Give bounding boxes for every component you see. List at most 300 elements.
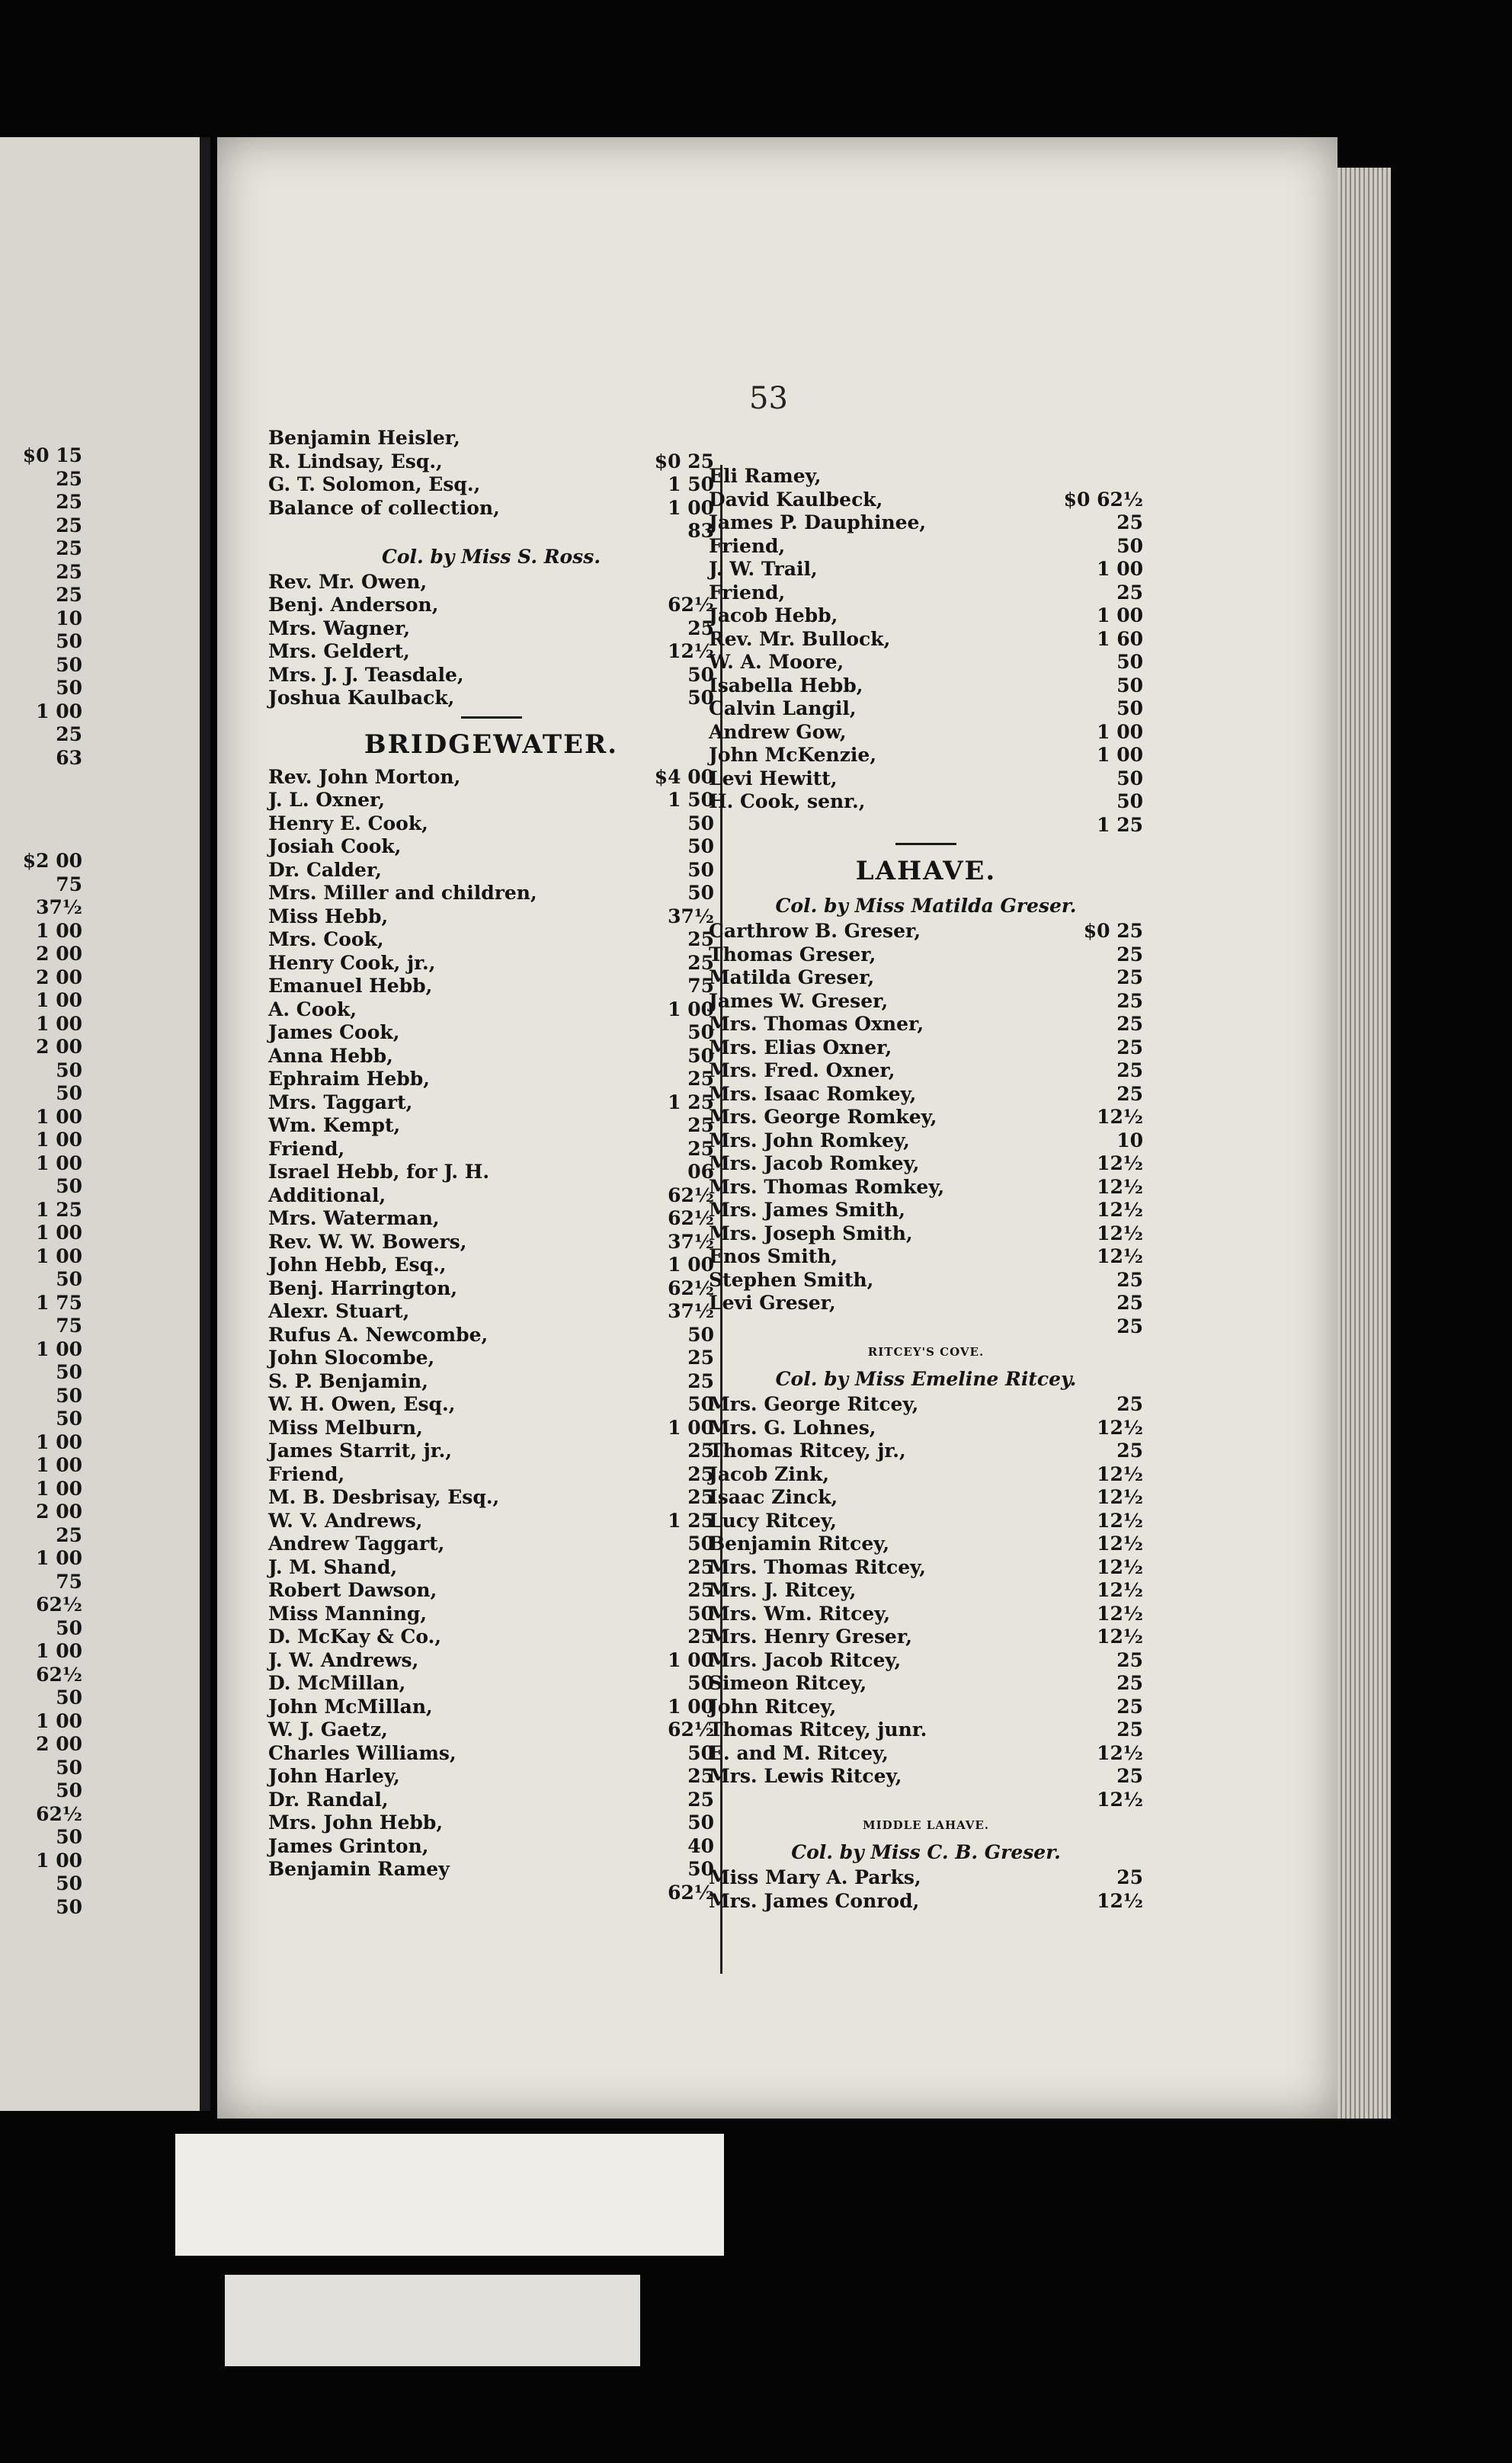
fragment-amount: 75 bbox=[56, 1315, 82, 1337]
section-heading-ritcey: RITCEY'S COVE. bbox=[867, 1345, 985, 1359]
page-number: 53 bbox=[749, 381, 788, 416]
subscriber-entry bbox=[268, 1417, 714, 1440]
subscription-amount: 12½ bbox=[1097, 1222, 1143, 1244]
fragment-amount: 1 00 bbox=[36, 1477, 82, 1500]
subscriber-name: Israel Hebb, for J. H. bbox=[268, 1161, 490, 1183]
fragment-amount: 1 00 bbox=[36, 1151, 82, 1174]
subscriber-name: Calvin Langil, bbox=[709, 697, 857, 719]
subscriber-entry bbox=[268, 1718, 714, 1742]
subscriber-entry bbox=[709, 966, 1143, 990]
subscriber-entry bbox=[709, 1533, 1143, 1556]
subscriber-entry bbox=[709, 1222, 1143, 1246]
subscriber-name: Mrs. Thomas Oxner, bbox=[709, 1013, 924, 1035]
subscriber-entry bbox=[709, 465, 1143, 488]
subscription-amount: 12½ bbox=[1097, 1486, 1143, 1508]
subscriber-name: D. McKay & Co., bbox=[268, 1625, 442, 1648]
subscriber-entry bbox=[268, 766, 714, 790]
subscription-amount: 12½ bbox=[1097, 1106, 1143, 1128]
subscriber-name: Rev. Mr. Owen, bbox=[268, 570, 428, 593]
fragment-amount: 25 bbox=[56, 584, 82, 606]
subscription-amount: 1 00 bbox=[1097, 604, 1143, 626]
fragment-amount: 50 bbox=[56, 1082, 82, 1104]
subscription-amount: 1 00 bbox=[668, 998, 714, 1020]
fragment-amount: 25 bbox=[56, 723, 82, 745]
fragment-amount: 50 bbox=[56, 1826, 82, 1848]
fragment-amount: 2 00 bbox=[36, 1501, 82, 1523]
subscription-amount: 1 00 bbox=[668, 1648, 714, 1671]
subscriber-entry bbox=[709, 511, 1143, 535]
fragment-amount: 50 bbox=[56, 1361, 82, 1383]
subscriber-entry bbox=[709, 1486, 1143, 1510]
subscriber-entry bbox=[268, 1347, 714, 1370]
subscriber-entry bbox=[268, 1533, 714, 1556]
subscriber-entry bbox=[709, 943, 1143, 967]
subscriber-entry bbox=[268, 1184, 714, 1208]
subscriber-entry bbox=[268, 520, 714, 543]
fragment-amount: 1 00 bbox=[36, 1849, 82, 1872]
subscriber-entry bbox=[709, 721, 1143, 745]
fragment-amount: 62½ bbox=[36, 1802, 82, 1825]
subscriber-name: Jacob Hebb, bbox=[709, 604, 838, 626]
subscriber-name: D. McMillan, bbox=[268, 1672, 406, 1694]
subscriber-name: G. T. Solomon, Esq., bbox=[268, 473, 481, 495]
subscriber-entry bbox=[709, 1036, 1143, 1060]
subscription-amount: 1 25 bbox=[668, 1509, 714, 1532]
subscription-amount: 50 bbox=[687, 687, 714, 709]
subscriber-entry bbox=[709, 1603, 1143, 1626]
entries-top-right bbox=[709, 465, 1143, 837]
subscriber-name: Mrs. Geldert, bbox=[268, 640, 410, 662]
fragment-amount: 25 bbox=[56, 560, 82, 583]
subscriber-entry bbox=[709, 1696, 1143, 1719]
subscription-amount: 12½ bbox=[1097, 1889, 1143, 1912]
subscriber-name: A. Cook, bbox=[268, 998, 357, 1020]
subscription-amount: 1 00 bbox=[668, 1695, 714, 1718]
subscriber-entry bbox=[709, 1393, 1143, 1417]
subscriber-entry bbox=[709, 1176, 1143, 1199]
subscription-amount: 37½ bbox=[668, 905, 714, 927]
subscriber-name: Matilda Greser, bbox=[709, 966, 875, 988]
subscriber-name: Emanuel Hebb, bbox=[268, 975, 433, 997]
subscriber-name: Dr. Calder, bbox=[268, 858, 382, 881]
subscriber-name: Benjamin Ramey bbox=[268, 1858, 450, 1880]
subscriber-entry bbox=[709, 1440, 1143, 1463]
subscriber-entry bbox=[268, 905, 714, 929]
subscriber-entry bbox=[709, 1556, 1143, 1580]
subscription-amount: 12½ bbox=[1097, 1245, 1143, 1267]
subscriber-name: Mrs. Thomas Ritcey, bbox=[709, 1555, 926, 1578]
subscription-amount: 25 bbox=[1116, 943, 1143, 966]
subscriber-name: Lucy Ritcey, bbox=[709, 1509, 837, 1532]
collector-ross: Col. by Miss S. Ross. bbox=[381, 545, 601, 568]
subscriber-name: John McKenzie, bbox=[709, 744, 877, 766]
subscription-amount: 12½ bbox=[1097, 1555, 1143, 1578]
subscriber-name: Jacob Zink, bbox=[709, 1462, 830, 1485]
subscriber-entry bbox=[268, 952, 714, 975]
subscription-amount: 12½ bbox=[1097, 1152, 1143, 1174]
subscriber-name: M. B. Desbrisay, Esq., bbox=[268, 1486, 500, 1508]
subscriber-name: Dr. Randal, bbox=[268, 1788, 389, 1811]
subscriber-name: John Hebb, Esq., bbox=[268, 1254, 447, 1276]
subscription-amount: 50 bbox=[1116, 534, 1143, 557]
fragment-amount: 25 bbox=[56, 514, 82, 536]
subscription-amount: 25 bbox=[1116, 1292, 1143, 1314]
subscription-amount: 83 bbox=[687, 520, 714, 542]
subscription-amount: 25 bbox=[1116, 1718, 1143, 1741]
subscription-amount: 25 bbox=[1116, 1695, 1143, 1718]
entries-ross bbox=[268, 571, 714, 710]
fragment-amount: 1 00 bbox=[36, 989, 82, 1011]
fragment-amount: 1 00 bbox=[36, 1709, 82, 1732]
fragment-amount: 75 bbox=[56, 873, 82, 895]
subscription-amount: 25 bbox=[1116, 1268, 1143, 1291]
section-rule bbox=[461, 716, 522, 719]
fragment-amount: 1 00 bbox=[36, 1012, 82, 1035]
subscriber-name: Rev. John Morton, bbox=[268, 765, 461, 788]
subscriber-name: Friend, bbox=[709, 534, 786, 557]
subscriber-name: Mrs. Elias Oxner, bbox=[709, 1036, 892, 1059]
subscriber-name: Mrs. J. Ritcey, bbox=[709, 1579, 857, 1601]
subscriber-entry bbox=[268, 1486, 714, 1510]
subscription-amount: 62½ bbox=[668, 1881, 714, 1904]
subscription-amount: 25 bbox=[687, 951, 714, 974]
subscriber-entry bbox=[268, 1324, 714, 1347]
subscriber-entry bbox=[268, 473, 714, 497]
subscriber-entry bbox=[709, 1890, 1143, 1914]
subscription-amount: 12½ bbox=[668, 640, 714, 662]
subscription-amount: 50 bbox=[687, 1858, 714, 1880]
fragment-amount: 1 00 bbox=[36, 1430, 82, 1453]
subscriber-name: Mrs. John Romkey, bbox=[709, 1129, 910, 1151]
fragment-amount: 25 bbox=[56, 467, 82, 490]
fragment-amount: 50 bbox=[56, 653, 82, 676]
subscriber-name: Andrew Taggart, bbox=[268, 1533, 445, 1555]
subscription-amount: 06 bbox=[687, 1161, 714, 1183]
subscription-amount: 12½ bbox=[1097, 1741, 1143, 1764]
subscriber-name: Thomas Greser, bbox=[709, 943, 876, 966]
fragment-amount: 1 00 bbox=[36, 1244, 82, 1267]
subscriber-name: Benjamin Heisler, bbox=[268, 427, 460, 449]
subscriber-entry bbox=[709, 1649, 1143, 1673]
subscriber-name: Mrs. George Romkey, bbox=[709, 1106, 937, 1128]
subscriber-entry bbox=[709, 1742, 1143, 1766]
subscriber-name: Mrs. Joseph Smith, bbox=[709, 1222, 913, 1244]
subscription-amount: 50 bbox=[687, 1533, 714, 1555]
subscriber-entry bbox=[268, 1742, 714, 1766]
left-fragment-amounts-top bbox=[6, 444, 82, 770]
subscriber-entry bbox=[268, 1254, 714, 1277]
subscriber-entry bbox=[268, 1625, 714, 1649]
subscriber-entry bbox=[268, 1161, 714, 1184]
subscription-amount: 25 bbox=[1116, 989, 1143, 1012]
subscription-amount: 12½ bbox=[1097, 1509, 1143, 1532]
subscriber-name: Additional, bbox=[268, 1183, 386, 1206]
subscriber-entry bbox=[268, 859, 714, 882]
fragment-amount: 50 bbox=[56, 1756, 82, 1779]
subscription-amount: 25 bbox=[1116, 1059, 1143, 1081]
subscription-amount: 25 bbox=[1116, 1393, 1143, 1415]
subscriber-name: H. Cook, senr., bbox=[709, 790, 866, 812]
subscriber-name: Mrs. G. Lohnes, bbox=[709, 1416, 876, 1439]
paper-tab-lower bbox=[225, 2275, 640, 2366]
subscription-amount: 12½ bbox=[1097, 1199, 1143, 1221]
subscriber-name: Mrs. Lewis Ritcey, bbox=[709, 1765, 902, 1787]
subscriber-name: Mrs. Fred. Oxner, bbox=[709, 1059, 895, 1081]
subscriber-entry bbox=[268, 1603, 714, 1626]
subscription-amount: 62½ bbox=[668, 1183, 714, 1206]
fragment-amount: 50 bbox=[56, 1872, 82, 1894]
fragment-amount: 10 bbox=[56, 607, 82, 629]
subscription-amount: 37½ bbox=[668, 1230, 714, 1253]
subscription-amount: 1 50 bbox=[668, 473, 714, 495]
subscriber-entry bbox=[268, 1882, 714, 1905]
subscription-amount: 25 bbox=[1116, 966, 1143, 988]
subscriber-name: Simeon Ritcey, bbox=[709, 1672, 867, 1694]
subscriber-name: J. M. Shand, bbox=[268, 1555, 398, 1578]
subscriber-entry bbox=[709, 1013, 1143, 1036]
fragment-amount: 50 bbox=[56, 1384, 82, 1407]
subscriber-entry bbox=[268, 1231, 714, 1254]
subscriber-name: Benjamin Ritcey, bbox=[709, 1533, 890, 1555]
entries-ritcey bbox=[709, 1393, 1143, 1811]
subscription-amount: 25 bbox=[1116, 1082, 1143, 1105]
subscriber-entry bbox=[268, 1696, 714, 1719]
subscriber-name: W. A. Moore, bbox=[709, 651, 844, 673]
entries-bridgewater bbox=[268, 766, 714, 1905]
fragment-amount: 63 bbox=[56, 746, 82, 769]
subscriber-name: Rufus A. Newcombe, bbox=[268, 1323, 489, 1346]
fragment-amount: 25 bbox=[56, 1523, 82, 1546]
subscriber-entry bbox=[709, 535, 1143, 559]
subscriber-entry bbox=[268, 1114, 714, 1138]
fragment-amount: 50 bbox=[56, 1408, 82, 1430]
subscriber-name: Benj. Anderson, bbox=[268, 594, 439, 616]
subscriber-name: James Cook, bbox=[268, 1021, 400, 1043]
subscriber-entry bbox=[709, 1199, 1143, 1222]
subscriber-entry bbox=[268, 1370, 714, 1394]
subscriber-name: R. Lindsay, Esq., bbox=[268, 450, 443, 472]
subscription-amount: 50 bbox=[1116, 790, 1143, 812]
subscriber-entry bbox=[268, 1672, 714, 1696]
subscription-amount: 62½ bbox=[668, 594, 714, 616]
subscriber-entry bbox=[268, 450, 714, 474]
subscriber-entry bbox=[709, 790, 1143, 814]
section-heading-middle-lahave: MIDDLE LAHAVE. bbox=[862, 1818, 990, 1832]
fragment-amount: 50 bbox=[56, 677, 82, 699]
subscription-amount: 25 bbox=[687, 1486, 714, 1508]
subscriber-entry bbox=[709, 488, 1143, 512]
subscription-amount: 50 bbox=[687, 1741, 714, 1764]
subscriber-name: Mrs. Waterman, bbox=[268, 1207, 440, 1229]
subscriber-name: David Kaulbeck, bbox=[709, 488, 883, 511]
fragment-amount: 50 bbox=[56, 630, 82, 652]
subscriber-entry bbox=[709, 814, 1143, 838]
subscriber-name: Thomas Ritcey, jr., bbox=[709, 1440, 906, 1462]
subscription-amount: 12½ bbox=[1097, 1625, 1143, 1648]
subscriber-name: J. W. Andrews, bbox=[268, 1648, 419, 1671]
subscription-amount: 1 00 bbox=[1097, 744, 1143, 766]
subscriber-entry bbox=[709, 674, 1143, 698]
subscription-amount: 12½ bbox=[1097, 1175, 1143, 1198]
subscriber-name: J. L. Oxner, bbox=[268, 789, 386, 811]
subscriber-entry bbox=[709, 1765, 1143, 1789]
subscription-amount: 50 bbox=[1116, 651, 1143, 673]
section-heading-lahave: LAHAVE. bbox=[855, 856, 997, 886]
subscriber-name: Mrs. Thomas Romkey, bbox=[709, 1175, 945, 1198]
fragment-amount: 50 bbox=[56, 1895, 82, 1918]
subscriber-entry bbox=[268, 594, 714, 617]
subscriber-name: Alexr. Stuart, bbox=[268, 1300, 410, 1322]
subscriber-entry bbox=[709, 604, 1143, 628]
fragment-amount: 1 00 bbox=[36, 1105, 82, 1128]
subscriber-name: Carthrow B. Greser, bbox=[709, 920, 921, 942]
subscriber-name: Miss Melburn, bbox=[268, 1416, 423, 1439]
subscriber-name: Mrs. Henry Greser, bbox=[709, 1625, 912, 1648]
subscription-amount: 25 bbox=[687, 1114, 714, 1136]
fragment-amount: $0 15 bbox=[22, 444, 82, 466]
subscriber-name: Mrs. J. J. Teasdale, bbox=[268, 663, 464, 686]
subscription-amount: 1 50 bbox=[668, 789, 714, 811]
subscriber-entry bbox=[268, 882, 714, 905]
subscriber-name: Mrs. Cook, bbox=[268, 928, 384, 950]
subscription-amount: 25 bbox=[687, 1440, 714, 1462]
subscription-amount: 50 bbox=[687, 1811, 714, 1834]
paper-tab bbox=[175, 2134, 724, 2256]
subscriber-name: Isabella Hebb, bbox=[709, 674, 863, 697]
subscriber-entry bbox=[268, 1858, 714, 1882]
subscription-amount: 25 bbox=[1116, 1866, 1143, 1888]
entries-middle bbox=[709, 1866, 1143, 1913]
fragment-amount: 50 bbox=[56, 1616, 82, 1639]
subscriber-entry bbox=[268, 812, 714, 836]
subscription-amount: 40 bbox=[687, 1834, 714, 1857]
subscriber-name: Robert Dawson, bbox=[268, 1579, 437, 1601]
fragment-amount: 50 bbox=[56, 1175, 82, 1197]
subscriber-name: Rev. Mr. Bullock, bbox=[709, 627, 891, 650]
subscriber-name: Mrs. Jacob Ritcey, bbox=[709, 1648, 902, 1671]
subscriber-entry bbox=[268, 928, 714, 952]
subscription-amount: 25 bbox=[1116, 1013, 1143, 1035]
subscriber-entry bbox=[709, 1866, 1143, 1890]
subscriber-name: Anna Hebb, bbox=[268, 1044, 393, 1067]
subscriber-entry bbox=[268, 1789, 714, 1812]
subscription-amount: 1 25 bbox=[668, 1091, 714, 1113]
subscriber-name: W. H. Owen, Esq., bbox=[268, 1393, 456, 1415]
left-fragment-amounts-bottom bbox=[6, 850, 82, 1919]
fragment-amount: 25 bbox=[56, 537, 82, 559]
subscriber-entry bbox=[709, 1059, 1143, 1083]
fragment-amount: 2 00 bbox=[36, 1036, 82, 1058]
subscription-amount: 1 00 bbox=[668, 1254, 714, 1276]
subscriber-entry bbox=[709, 1245, 1143, 1269]
subscription-amount: 12½ bbox=[1097, 1788, 1143, 1811]
subscription-amount: 50 bbox=[687, 1021, 714, 1043]
subscription-amount: 25 bbox=[687, 1579, 714, 1601]
subscriber-name: John Slocombe, bbox=[268, 1347, 435, 1369]
subscription-amount: 1 00 bbox=[1097, 558, 1143, 580]
subscription-amount: 25 bbox=[687, 1068, 714, 1090]
subscriber-name: Mrs. Isaac Romkey, bbox=[709, 1082, 917, 1105]
subscription-amount: 50 bbox=[687, 812, 714, 834]
subscriber-name: Joshua Kaulback, bbox=[268, 687, 455, 709]
subscriber-entry bbox=[709, 744, 1143, 767]
subscription-amount: 50 bbox=[1116, 674, 1143, 697]
subscriber-name: John Harley, bbox=[268, 1765, 400, 1787]
subscriber-name: W. V. Andrews, bbox=[268, 1509, 423, 1532]
subscriber-entry bbox=[709, 767, 1143, 791]
subscription-amount: 50 bbox=[1116, 697, 1143, 719]
subscriber-name: Henry E. Cook, bbox=[268, 812, 428, 834]
fragment-amount: 1 00 bbox=[36, 1337, 82, 1360]
subscriber-entry bbox=[709, 558, 1143, 581]
subscription-amount: 50 bbox=[687, 1323, 714, 1346]
subscription-amount: 25 bbox=[1116, 1315, 1143, 1337]
left-column bbox=[268, 427, 714, 1904]
subscription-amount: 25 bbox=[687, 1625, 714, 1648]
fragment-amount: 62½ bbox=[36, 1593, 82, 1616]
subscriber-entry bbox=[709, 1789, 1143, 1812]
subscriber-name: Mrs. Taggart, bbox=[268, 1091, 413, 1113]
subscriber-entry bbox=[268, 1510, 714, 1533]
subscriber-name: John McMillan, bbox=[268, 1695, 433, 1718]
subscriber-name: James Grinton, bbox=[268, 1834, 429, 1857]
subscription-amount: 25 bbox=[687, 1462, 714, 1485]
subscription-amount: 25 bbox=[687, 1555, 714, 1578]
collector-middle: Col. by Miss C. B. Greser. bbox=[791, 1841, 1061, 1863]
subscriber-entry bbox=[268, 1835, 714, 1859]
subscriber-name: S. P. Benjamin, bbox=[268, 1369, 428, 1392]
subscriber-name: Mrs. George Ritcey, bbox=[709, 1393, 919, 1415]
fragment-amount: 50 bbox=[56, 1779, 82, 1802]
subscriber-entry bbox=[268, 1091, 714, 1115]
subscriber-entry bbox=[268, 1207, 714, 1231]
subscription-amount: $0 25 bbox=[654, 450, 714, 472]
subscriber-entry bbox=[268, 1068, 714, 1091]
subscriber-entry bbox=[268, 1021, 714, 1045]
subscriber-entry bbox=[268, 1277, 714, 1301]
subscriber-entry bbox=[268, 975, 714, 998]
subscription-amount: 25 bbox=[1116, 1672, 1143, 1694]
subscriber-entry bbox=[268, 427, 714, 450]
subscriber-entry bbox=[268, 998, 714, 1022]
subscription-amount: 25 bbox=[687, 1137, 714, 1160]
fragment-amount: 2 00 bbox=[36, 943, 82, 965]
subscription-amount: 25 bbox=[1116, 1648, 1143, 1671]
subscriber-name: Isaac Zinck, bbox=[709, 1486, 838, 1508]
subscriber-entry bbox=[268, 1138, 714, 1161]
subscription-amount: 62½ bbox=[668, 1207, 714, 1229]
collector-greser: Col. by Miss Matilda Greser. bbox=[775, 895, 1077, 917]
subscriber-name: Mrs. Wm. Ritcey, bbox=[709, 1602, 891, 1625]
section-rule bbox=[895, 843, 956, 845]
subscriber-entry bbox=[709, 1269, 1143, 1292]
subscriber-entry bbox=[709, 1106, 1143, 1129]
page-stack-edge bbox=[1337, 168, 1391, 2119]
subscriber-name: Stephen Smith, bbox=[709, 1268, 874, 1291]
subscriber-entry bbox=[268, 497, 714, 520]
subscription-amount: 50 bbox=[687, 882, 714, 904]
subscriber-name: Eli Ramey, bbox=[709, 465, 822, 487]
subscriber-name: Enos Smith, bbox=[709, 1245, 838, 1267]
subscription-amount: 1 25 bbox=[1097, 813, 1143, 836]
subscriber-entry bbox=[709, 1129, 1143, 1153]
subscriber-entry bbox=[268, 1300, 714, 1324]
subscription-amount: 25 bbox=[687, 617, 714, 639]
subscriber-entry bbox=[268, 1393, 714, 1417]
subscription-amount: 25 bbox=[687, 1347, 714, 1369]
subscriber-name: Mrs. John Hebb, bbox=[268, 1811, 444, 1834]
subscriber-entry bbox=[268, 835, 714, 859]
